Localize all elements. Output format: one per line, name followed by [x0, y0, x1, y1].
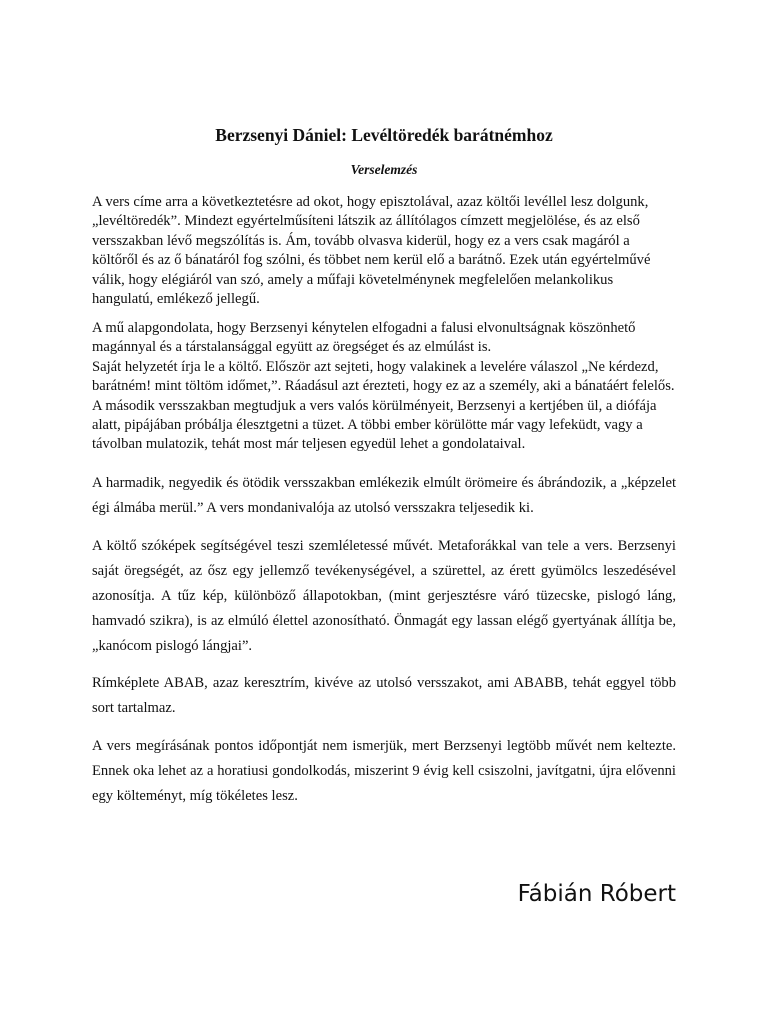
paragraph-main-idea: A mű alapgondolata, hogy Berzsenyi kénytelen elfogadni a falusi elvonultságnak köszönhető magánnyal és a társtalansággal együtt az öregséget és az elmúlást is. — [92, 320, 636, 356]
paragraph-rhyme — [92, 671, 676, 721]
paragraph-text: A vers címe arra a következtetésre ad okot, hogy episztolával, azaz költői levéllel lesz dolgunk, „levéltöredék”. Mindezt egyértelműsíteni látszik az állítólagos címzett megjelölése, és az első versszakban lévő megszólítás is. Ám, tovább olvasva kiderül, hogy ez a vers csak magáról a költőről és az ő bánatáról fog szólni, és többet nem kerül elő a barátnő. Ezek után egyértelművé válik, hogy elégiáról van szó, amely a műfaji követelménynek megfelelően melankolikus hangulatú, emlékező jellegű. — [92, 194, 651, 308]
paragraph-genre — [92, 193, 676, 309]
paragraph-text: A harmadik, negyedik és ötödik versszakban emlékezik elmúlt örömeire és ábrándozik, a „képzelet égi álmába merül.” A vers mondanivalója az utolsó versszakra teljesedik ki. — [92, 475, 676, 516]
paragraph-situation: Saját helyzetét írja le a költő. Először azt sejteti, hogy valakinek a levelére válaszol „Ne kérdezd, barátném! mint töltöm időmet,”. Ráadásul azt érezteti, hogy ez az a személy, aki a bánatáért felelős. — [92, 358, 675, 395]
paragraph-text: A vers megírásának pontos időpontját nem ismerjük, mert Berzsenyi legtöbb művét nem keltezte. Ennek oka lehet az a horatiusi gondolkodás, miszerint 9 évig kell csiszolni, javítgatni, újra elővenni egy költeményt, míg tökéletes lesz. — [92, 738, 676, 804]
paragraph-dating — [92, 734, 676, 809]
paragraph-text: Rímképlete ABAB, azaz keresztrím, kivéve az utolsó versszakot, ami ABABB, tehát eggyel több sort tartalmaz. — [92, 675, 676, 716]
document-subtitle: Verselemzés — [350, 162, 418, 177]
paragraph-later-stanzas — [92, 471, 676, 521]
paragraph-second-stanza: A második versszakban megtudjuk a vers valós körülményeit, Berzsenyi a kertjében ül, a diófája alatt, pipájában próbálja élesztgetni a tüzet. A többi ember körülötte már vagy lefeküdt, vagy a távolban mulatozik, tehát most már teljesen egyedül lehet a gondolataival. — [92, 397, 657, 453]
paragraph-imagery — [92, 534, 676, 659]
author-signature: Fábián Róbert — [517, 881, 676, 907]
document-title: Berzsenyi Dániel: Levéltöredék barátnémhoz — [215, 125, 553, 145]
paragraph-group-content — [92, 319, 676, 455]
paragraph-text: A költő szóképek segítségével teszi szemléletessé művét. Metaforákkal van tele a vers. Berzsenyi saját öregségét, az ősz egy jellemző tevékenységével, a szürettel, az érett gyümölcs leszedésével azonosítja. A tűz kép, különböző állapotokban, (mint gerjesztésre váró tüzecske, pislogó láng, hamvadó szikra), is az elmúló élettel azonosítható. Önmagát egy lassan elégő gyertyának állítja be, „kanócom pislogó lángjai”. — [92, 538, 676, 654]
